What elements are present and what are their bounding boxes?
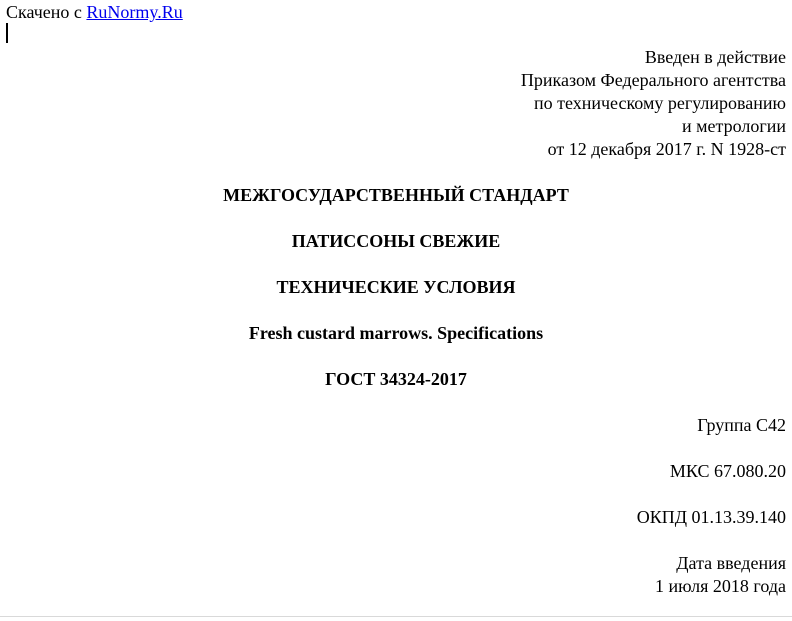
source-prefix: Скачено с: [6, 2, 87, 22]
source-link[interactable]: RuNormy.Ru: [86, 2, 183, 22]
enactment-line-1: Введен в действие: [644, 47, 786, 67]
enactment-line-2: Приказом Федерального агентства: [520, 70, 786, 90]
english-title: Fresh custard marrows. Specifications: [248, 323, 544, 343]
classification-okpd: [637, 506, 786, 529]
enactment-block: [521, 46, 786, 161]
effective-date-value: 1 июля 2018 года: [655, 576, 786, 596]
classification-mks: [670, 460, 786, 483]
standard-designation: ГОСТ 34324-2017: [325, 369, 467, 389]
standard-type-heading: МЕЖГОСУДАРСТВЕННЫЙ СТАНДАРТ: [223, 185, 569, 205]
classification-okpd-text: ОКПД 01.13.39.140: [636, 507, 786, 527]
enactment-line-3: по техническому регулированию: [533, 93, 786, 113]
effective-date-block: [655, 552, 786, 598]
classification-mks-text: МКС 67.080.20: [669, 461, 786, 481]
classification-group-text: Группа С42: [697, 415, 786, 435]
document-title: ПАТИССОНЫ СВЕЖИЕ: [291, 231, 501, 251]
document-subtitle: ТЕХНИЧЕСКИЕ УСЛОВИЯ: [276, 277, 516, 297]
source-line: [6, 1, 183, 24]
text-cursor: [6, 23, 8, 43]
page-bottom-rule: [0, 616, 792, 617]
classification-group: [697, 414, 786, 437]
enactment-line-5: от 12 декабря 2017 г. N 1928-ст: [547, 139, 786, 159]
effective-date-label: Дата введения: [676, 553, 786, 573]
enactment-line-4: и метрологии: [682, 116, 786, 136]
